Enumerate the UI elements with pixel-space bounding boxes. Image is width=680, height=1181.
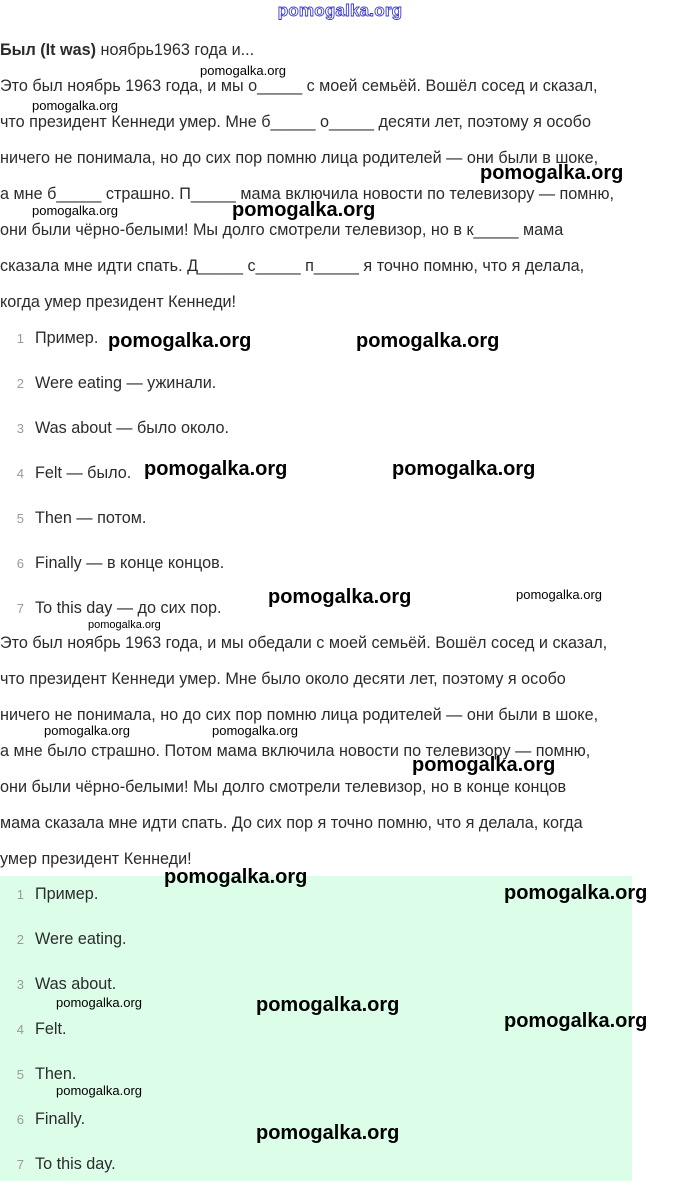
list-item <box>0 506 146 530</box>
solution-line: мама сказала мне идти спать. До сих пор я точно помню, что я делала, когда <box>0 814 583 832</box>
watermark: pomogalka.org <box>516 587 602 602</box>
list-item <box>0 461 131 485</box>
list-item-number: 4 <box>16 1022 24 1037</box>
list-item-text: Felt. <box>35 1020 67 1038</box>
watermark: pomogalka.org <box>144 458 288 480</box>
watermark: pomogalka.org <box>256 994 400 1016</box>
list-item-number: 1 <box>16 887 24 902</box>
list-item-text: Finally. <box>35 1110 86 1128</box>
list-item-number: 4 <box>16 466 24 481</box>
list-item-text: Were eating. <box>35 930 127 948</box>
list-item-number: 5 <box>16 511 24 526</box>
watermark: pomogalka.org <box>88 619 161 631</box>
watermark: pomogalka.org <box>44 723 130 738</box>
list-item <box>0 371 216 395</box>
list-item <box>0 1017 66 1041</box>
watermark: pomogalka.org <box>232 199 376 221</box>
watermark: pomogalka.org <box>504 1010 648 1032</box>
list-item-text: Пример. <box>35 329 99 347</box>
list-item <box>0 1152 116 1176</box>
watermark: pomogalka.org <box>200 63 286 78</box>
list-item-number: 6 <box>16 556 24 571</box>
site-logo[interactable]: pomogalka.org <box>277 1 403 20</box>
list-item-text: Was about — было около. <box>35 419 230 437</box>
list-item-number: 1 <box>16 331 24 346</box>
list-item <box>0 551 224 575</box>
list-item-number: 2 <box>16 376 24 391</box>
list-item-text: Were eating — ужинали. <box>35 374 217 392</box>
watermark: pomogalka.org <box>56 995 142 1010</box>
watermark: pomogalka.org <box>392 458 536 480</box>
solution-line: ничего не понимала, но до сих пор помню лица родителей — они были в шоке, <box>0 706 599 724</box>
list-item <box>0 1107 85 1131</box>
watermark: pomogalka.org <box>212 723 298 738</box>
exercise-line: сказала мне идти спать. Д_____ с_____ п_____ я точно помню, что я делала, <box>0 257 585 275</box>
watermark: pomogalka.org <box>356 330 500 352</box>
task-heading-bold: Был (It was) <box>0 41 97 59</box>
list-item <box>0 596 222 620</box>
solution-line: умер президент Кеннеди! <box>0 850 192 868</box>
solution-text <box>0 625 680 877</box>
solution-line: а мне было страшно. Потом мама включила новости по телевизору — помню, <box>0 742 591 760</box>
list-item-number: 7 <box>16 1157 24 1172</box>
list-item-text: To this day — до сих пор. <box>35 599 222 617</box>
watermark: pomogalka.org <box>108 330 252 352</box>
list-item <box>0 927 126 951</box>
solution-line: Это был ноябрь 1963 года, и мы обедали с моей семьёй. Вошёл сосед и сказал, <box>0 634 608 652</box>
watermark: pomogalka.org <box>32 98 118 113</box>
list-item-number: 7 <box>16 601 24 616</box>
task-heading-rest: ноябрь1963 года и... <box>96 41 255 59</box>
solution-line: что президент Кеннеди умер. Мне было около десяти лет, поэтому я особо <box>0 670 566 688</box>
list-item-text: Finally — в конце концов. <box>35 554 225 572</box>
list-item <box>0 972 116 996</box>
exercise-line: они были чёрно-белыми! Мы долго смотрели телевизор, но в к_____ мама <box>0 221 564 239</box>
watermark: pomogalka.org <box>412 754 556 776</box>
list-item <box>0 882 98 906</box>
list-item-number: 2 <box>16 932 24 947</box>
watermark: pomogalka.org <box>56 1083 142 1098</box>
watermark: pomogalka.org <box>268 586 412 608</box>
task-heading <box>0 38 254 62</box>
solution-line: они были чёрно-белыми! Мы долго смотрели телевизор, но в конце концов <box>0 778 567 796</box>
exercise-line: ничего не понимала, но до сих пор помню лица родителей — они были в шоке, <box>0 149 599 167</box>
exercise-line: а мне б_____ страшно. П_____ мама включила новости по телевизору — помню, <box>0 185 614 203</box>
list-item-number: 3 <box>16 977 24 992</box>
exercise-line: что президент Кеннеди умер. Мне б_____ о_____ десяти лет, поэтому я особо <box>0 113 591 131</box>
list-item <box>0 326 98 350</box>
watermark: pomogalka.org <box>32 203 118 218</box>
list-item-number: 5 <box>16 1067 24 1082</box>
exercise-line: когда умер президент Кеннеди! <box>0 293 237 311</box>
list-item-text: Was about. <box>35 975 117 993</box>
list-item-text: Пример. <box>35 885 99 903</box>
list-item-text: Then — потом. <box>35 509 147 527</box>
list-item-number: 3 <box>16 421 24 436</box>
exercise-line: Это был ноябрь 1963 года, и мы о_____ с моей семьёй. Вошёл сосед и сказал, <box>0 77 598 95</box>
list-item-text: To this day. <box>35 1155 116 1173</box>
watermark: pomogalka.org <box>256 1122 400 1144</box>
list-item <box>0 416 229 440</box>
watermark: pomogalka.org <box>504 882 648 904</box>
list-item-number: 6 <box>16 1112 24 1127</box>
list-item-text: Felt — было. <box>35 464 132 482</box>
list-item-text: Then. <box>35 1065 77 1083</box>
watermark: pomogalka.org <box>164 866 308 888</box>
watermark: pomogalka.org <box>480 162 624 184</box>
